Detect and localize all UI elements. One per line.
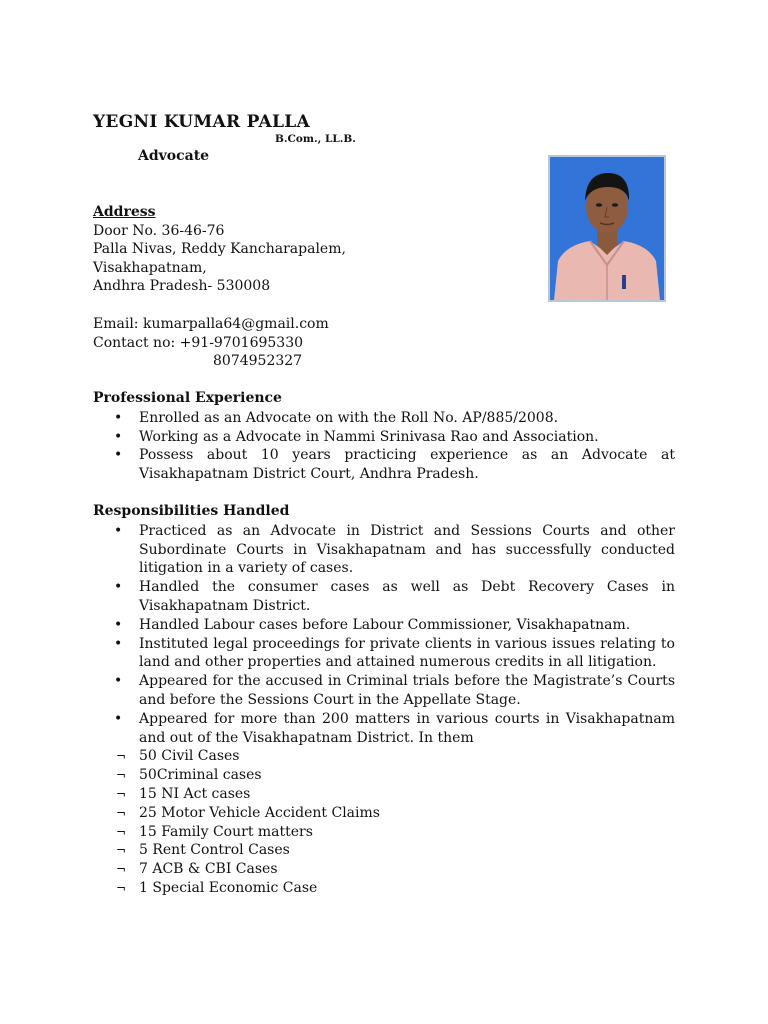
phone-line: Contact no: +91-9701695330 xyxy=(93,334,304,351)
case-item xyxy=(93,785,675,804)
case-item xyxy=(93,860,675,879)
phone-line-secondary: 8074952327 xyxy=(213,353,303,370)
bullet-icon: • xyxy=(114,447,123,464)
list-item-text: Appeared for more than 200 matters in various courts in Visakhapatnam and out of the Visakhapatnam District. In them xyxy=(139,710,675,746)
list-item xyxy=(93,522,675,578)
case-item xyxy=(93,841,675,860)
negation-bullet-icon: ¬ xyxy=(116,843,127,858)
negation-bullet-icon: ¬ xyxy=(116,786,127,801)
list-item-text: Working as a Advocate in Nammi Srinivasa Rao and Association. xyxy=(139,428,599,445)
experience-list xyxy=(93,409,675,484)
address-line: Andhra Pradesh- 530008 xyxy=(93,278,271,295)
bullet-icon: • xyxy=(114,635,123,652)
list-item-text: Possess about 10 years practicing experience as an Advocate at Visakhapatnam District Court, Andhra Pradesh. xyxy=(139,447,675,483)
contact-block xyxy=(93,315,329,371)
bullet-icon: • xyxy=(114,428,123,445)
bullet-icon: • xyxy=(114,673,123,690)
case-item-text: 25 Motor Vehicle Accident Claims xyxy=(139,804,380,821)
case-item xyxy=(93,766,675,785)
bullet-icon: • xyxy=(114,710,123,727)
list-item-text: Enrolled as an Advocate on with the Roll No. AP/885/2008. xyxy=(139,409,559,426)
list-item xyxy=(93,616,675,635)
experience-heading: Professional Experience xyxy=(93,390,282,406)
case-item-text: 1 Special Economic Case xyxy=(139,879,318,896)
list-item xyxy=(93,446,675,484)
case-item-text: 7 ACB & CBI Cases xyxy=(139,861,278,878)
list-item-text: Appeared for the accused in Criminal trials before the Magistrate’s Courts and before the Sessions Court in the Appellate Stage. xyxy=(139,673,675,708)
list-item xyxy=(93,672,675,710)
negation-bullet-icon: ¬ xyxy=(116,862,127,877)
bullet-icon: • xyxy=(114,616,123,633)
list-item-text: Practiced as an Advocate in District and Sessions Courts and other Subordinate Courts in Visakhapatnam and has successfully conducted litigation in a variety of cases. xyxy=(139,522,675,577)
case-item xyxy=(93,747,675,766)
candidate-role: Advocate xyxy=(138,148,210,164)
profile-photo xyxy=(548,155,666,302)
list-item-text: Instituted legal proceedings for private clients in various issues relating to land and other properties and attained numerous credits in all litigation. xyxy=(139,635,675,671)
case-item-text: 15 NI Act cases xyxy=(139,785,251,802)
address-line: Door No. 36-46-76 xyxy=(93,222,225,239)
address-line: Visakhapatnam, xyxy=(93,259,207,276)
experience-section xyxy=(93,389,675,484)
address-heading: Address xyxy=(93,204,156,220)
negation-bullet-icon: ¬ xyxy=(116,805,127,820)
list-item xyxy=(93,635,675,673)
bullet-icon: • xyxy=(114,579,123,596)
responsibilities-heading: Responsibilities Handled xyxy=(93,503,290,519)
address-block xyxy=(93,203,346,296)
case-item-text: 50Criminal cases xyxy=(139,767,262,784)
email-line: Email: kumarpalla64@gmail.com xyxy=(93,316,329,332)
case-item xyxy=(93,879,675,898)
case-item-text: 15 Family Court matters xyxy=(139,823,313,840)
bullet-icon: • xyxy=(114,409,123,426)
negation-bullet-icon: ¬ xyxy=(116,768,127,783)
list-item xyxy=(93,428,675,447)
case-item xyxy=(93,804,675,823)
negation-bullet-icon: ¬ xyxy=(116,749,127,764)
case-item-text: 50 Civil Cases xyxy=(139,748,240,765)
list-item-text: Handled the consumer cases as well as Debt Recovery Cases in Visakhapatnam District. xyxy=(139,579,675,614)
list-item xyxy=(93,710,675,748)
bullet-icon: • xyxy=(114,522,123,539)
list-item xyxy=(93,578,675,616)
case-item xyxy=(93,823,675,842)
responsibilities-list xyxy=(93,522,675,898)
list-item xyxy=(93,409,675,428)
candidate-degree: B.Com., LL.B. xyxy=(275,133,356,145)
negation-bullet-icon: ¬ xyxy=(116,824,127,839)
address-line: Palla Nivas, Reddy Kancharapalem, xyxy=(93,241,346,258)
responsibilities-section xyxy=(93,502,675,898)
negation-bullet-icon: ¬ xyxy=(116,880,127,895)
candidate-name: YEGNI KUMAR PALLA xyxy=(93,112,311,132)
case-item-text: 5 Rent Control Cases xyxy=(139,842,290,859)
list-item-text: Handled Labour cases before Labour Commissioner, Visakhapatnam. xyxy=(139,616,631,633)
